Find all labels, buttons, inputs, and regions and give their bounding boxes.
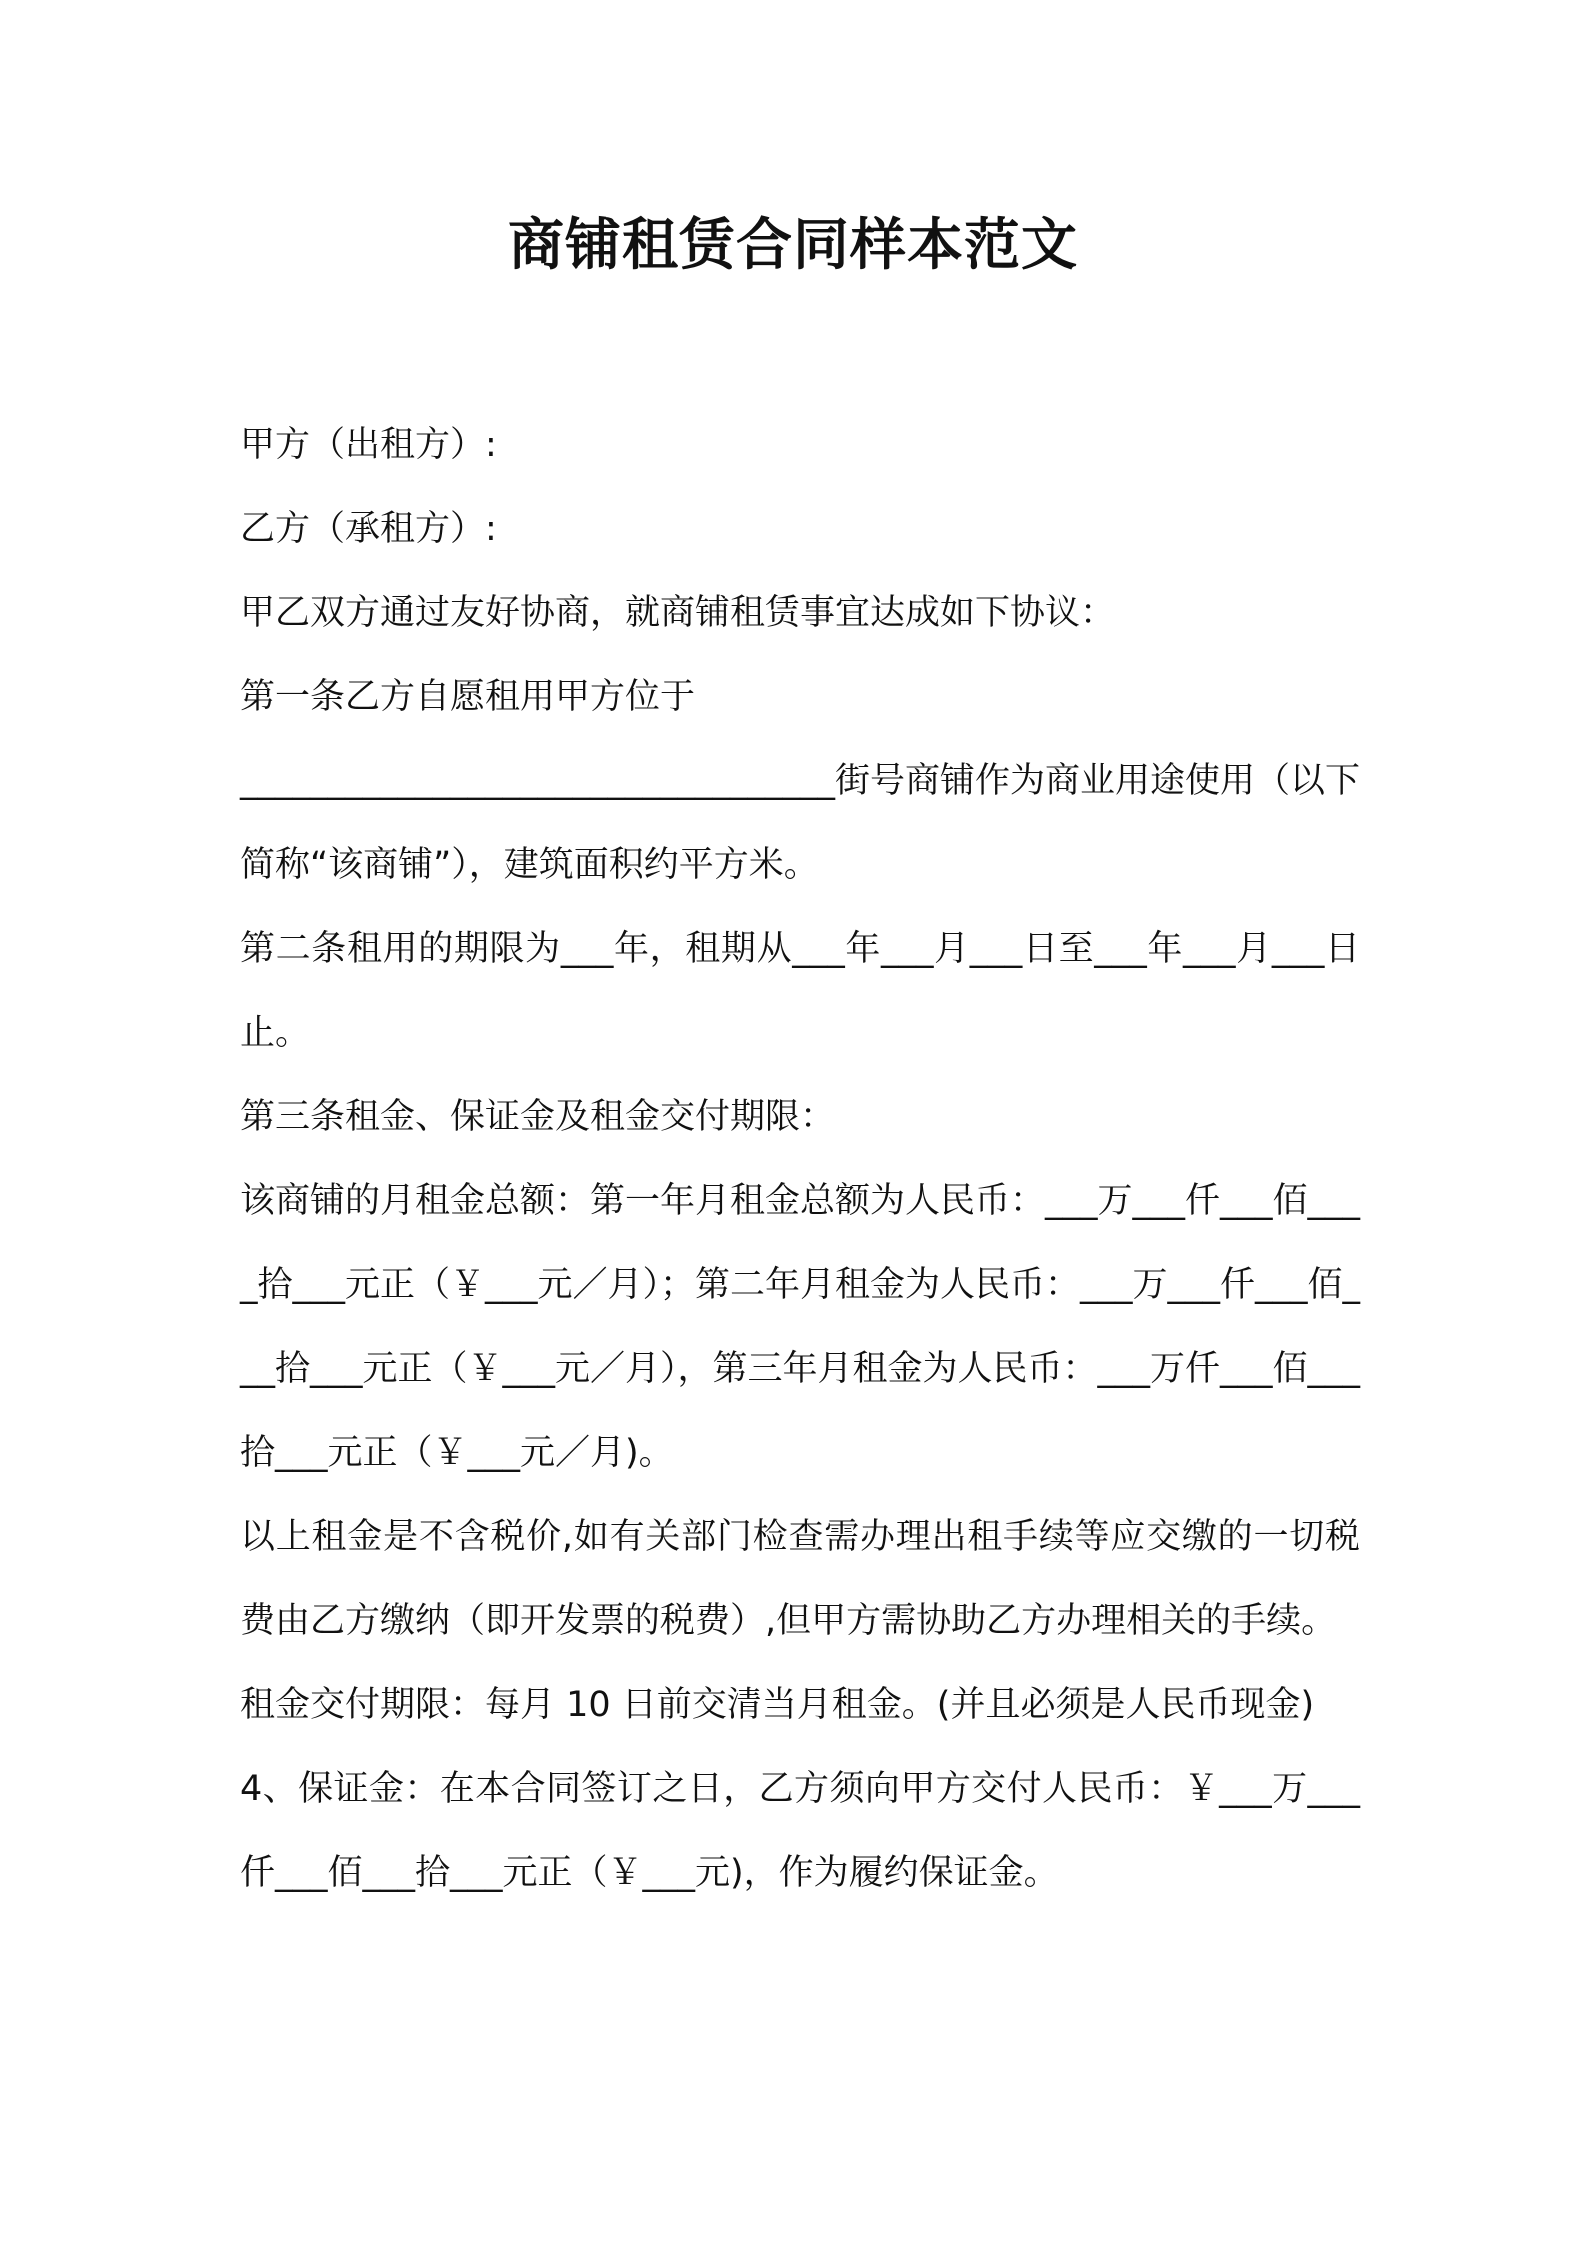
payment-deadline-clause: 租金交付期限：每月 10 日前交清当月租金。(并且必须是人民币现金) bbox=[240, 1685, 1315, 1725]
deposit-clause: 4、保证金：在本合同签订之日，乙方须向甲方交付人民币：￥___万___仟___佰___拾___元正（￥___元)，作为履约保证金。 bbox=[240, 1769, 1360, 1893]
party-a-line: 甲方（出租方）: bbox=[240, 425, 497, 465]
document-body bbox=[240, 403, 1360, 1915]
tax-clause: 以上租金是不含税价,如有关部门检查需办理出租手续等应交缴的一切税费由乙方缴纳（即开发票的税费）,但甲方需协助乙方办理相关的手续。 bbox=[240, 1517, 1360, 1641]
article-1-body: __________________________________街号商铺作为商业用途使用（以下简称“该商铺”），建筑面积约平方米。 bbox=[240, 761, 1361, 885]
agreement-intro: 甲乙双方通过友好协商，就商铺租赁事宜达成如下协议： bbox=[240, 593, 1116, 633]
article-2: 第二条租用的期限为___年，租期从___年___月___日至___年___月___日止。 bbox=[240, 929, 1360, 1053]
article-3-heading: 第三条租金、保证金及租金交付期限： bbox=[240, 1097, 836, 1137]
article-1-heading: 第一条乙方自愿租用甲方位于 bbox=[240, 677, 696, 717]
monthly-rent-clause: 该商铺的月租金总额：第一年月租金总额为人民币：___万___仟___佰____拾___元正（￥___元／月）；第二年月租金为人民币：___万___仟___佰___拾___元正（￥___元／月），第三年月租金为人民币：___万仟___佰___拾___元正（￥___元／月)。 bbox=[240, 1181, 1361, 1473]
document-title: 商铺租赁合同样本范文 bbox=[508, 213, 1078, 278]
party-b-line: 乙方（承租方）: bbox=[240, 509, 497, 549]
